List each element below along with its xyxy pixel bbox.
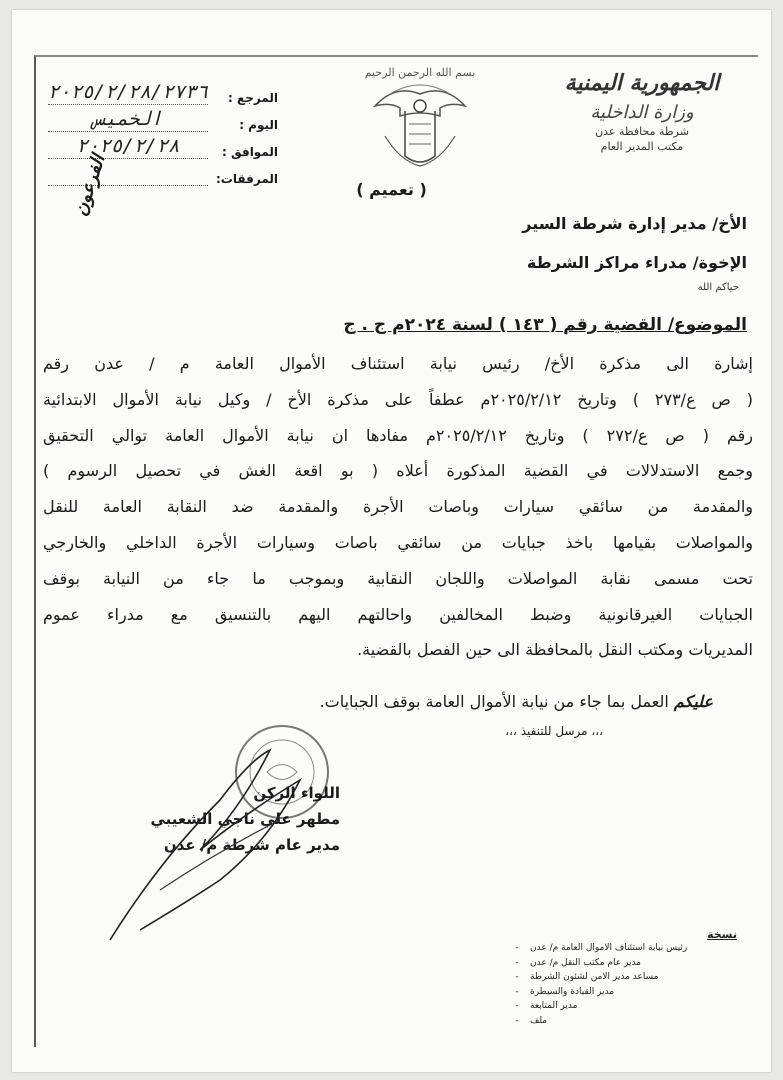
letterhead-right [547, 70, 737, 153]
day-value: الخميس [48, 107, 208, 132]
body-line: تحت مسمى نقابة المواصلات واللجان النقابية وبموجب ما جاء من النيابة بوقف [43, 568, 753, 588]
letter-body [43, 346, 753, 668]
body-line: الجبايات الغيرقانونية وضبط المخالفين واحالتهم اليهم بالتنسيق مع مدراء عموم [43, 604, 753, 624]
copies-title: نسخة [707, 928, 737, 941]
subject-line: الموضوع/ القضية رقم ( ١٤٣ ) لسنة ٢٠٢٤م ج . ج [343, 315, 747, 335]
handwritten-stamp-word: الفرعون [70, 152, 110, 219]
copy-item: مدير القيادة والسيطرة - [515, 986, 615, 997]
greeting: حياكم الله [697, 282, 739, 293]
closing-bold: عليكم [673, 692, 713, 711]
republic-title: الجمهورية اليمنية [564, 70, 720, 96]
body-line: إشارة الى مذكرة الأخ/ رئيس نيابة استئناف الأموال العامة م / عدن رقم [43, 354, 753, 373]
reference-row [48, 78, 278, 105]
body-line: رقم ( ص ع/٢٧٢ ) وتاريخ ٢٠٢٥/٢/١٢م مفادها ان نيابة الأموال العامة توالي التحقيق [43, 425, 753, 445]
addressee-traffic: الأخ/ مدير إدارة شرطة السير [522, 214, 747, 233]
attachments-label: المرفقات: [216, 172, 278, 186]
reference-label: المرجع : [228, 91, 278, 105]
basmala: بسم الله الرحمن الرحيم [364, 66, 476, 79]
copy-item: ملف - [515, 1015, 548, 1026]
copies-list [512, 928, 737, 1029]
addressee-stations: الإخوة/ مدراء مراكز الشرطة [526, 253, 747, 272]
office-title: مكتب المدير العام [600, 140, 684, 153]
date-label: الموافق : [222, 145, 278, 159]
police-title: شرطة محافظة عدن [595, 125, 689, 138]
body-line: والمواصلات بقيامها باخذ جبايات من سائقي باصات وسيارات الأجرة الداخلي والخارجي [43, 532, 753, 552]
copy-item: مدير المتابعة - [515, 1001, 578, 1012]
eagle-emblem-icon [345, 66, 495, 176]
yemen-emblem [345, 66, 495, 176]
body-line: وجمع الاستدلالات في القضية المذكورة أعلاه ( بو اقعة الغش في تحصيل الرسوم ) [43, 461, 753, 481]
date-row [48, 132, 278, 159]
closing-rest: العمل بما جاء من نيابة الأموال العامة بوقف الجبايات. [319, 692, 674, 711]
reference-value: ٢٠٢٥/٢/٢٨/٢٧٣٦ [48, 81, 208, 103]
day-row [48, 105, 278, 132]
sent-for-execution: ،،، مرسل للتنفيذ ،،، [505, 724, 603, 738]
handwritten-signature-icon [100, 740, 330, 950]
copy-item: رئيس نيابة استئناف الاموال العامة م/ عدن - [515, 943, 688, 953]
circular-heading: ( تعميم ) [356, 180, 427, 199]
signer-rank: اللواء الركن [253, 784, 340, 802]
signer-name: مطهر علي ناجي الشعيبي [150, 810, 340, 828]
copy-item: مساعد مدير الامن لشئون الشرطة - [515, 972, 659, 983]
copy-item: مدير عام مكتب النقل م/ عدن - [515, 957, 641, 968]
signer-title: مدير عام شرطة م/ عدن [163, 836, 340, 854]
ministry-title: وزارة الداخلية [590, 102, 694, 123]
body-line: ( ص ع/٢٧٣ ) وتاريخ ٢٠٢٥/٢/١٢م عطفاً على مذكرة الأخ / وكيل نيابة الأموال الابتدائية [43, 389, 753, 409]
body-line: والمقدمة من سائقي سيارات وباصات الأجرة والمقدمة ضد النقابة العامة للنقل [43, 497, 753, 517]
day-label: اليوم : [239, 118, 278, 132]
closing-line [320, 692, 713, 711]
date-value: ٢٠٢٥/٢/٢٨ [48, 134, 208, 159]
body-line: المديريات ومكتب النقل بالمحافظة الى حين الفصل بالقضية. [357, 640, 753, 660]
